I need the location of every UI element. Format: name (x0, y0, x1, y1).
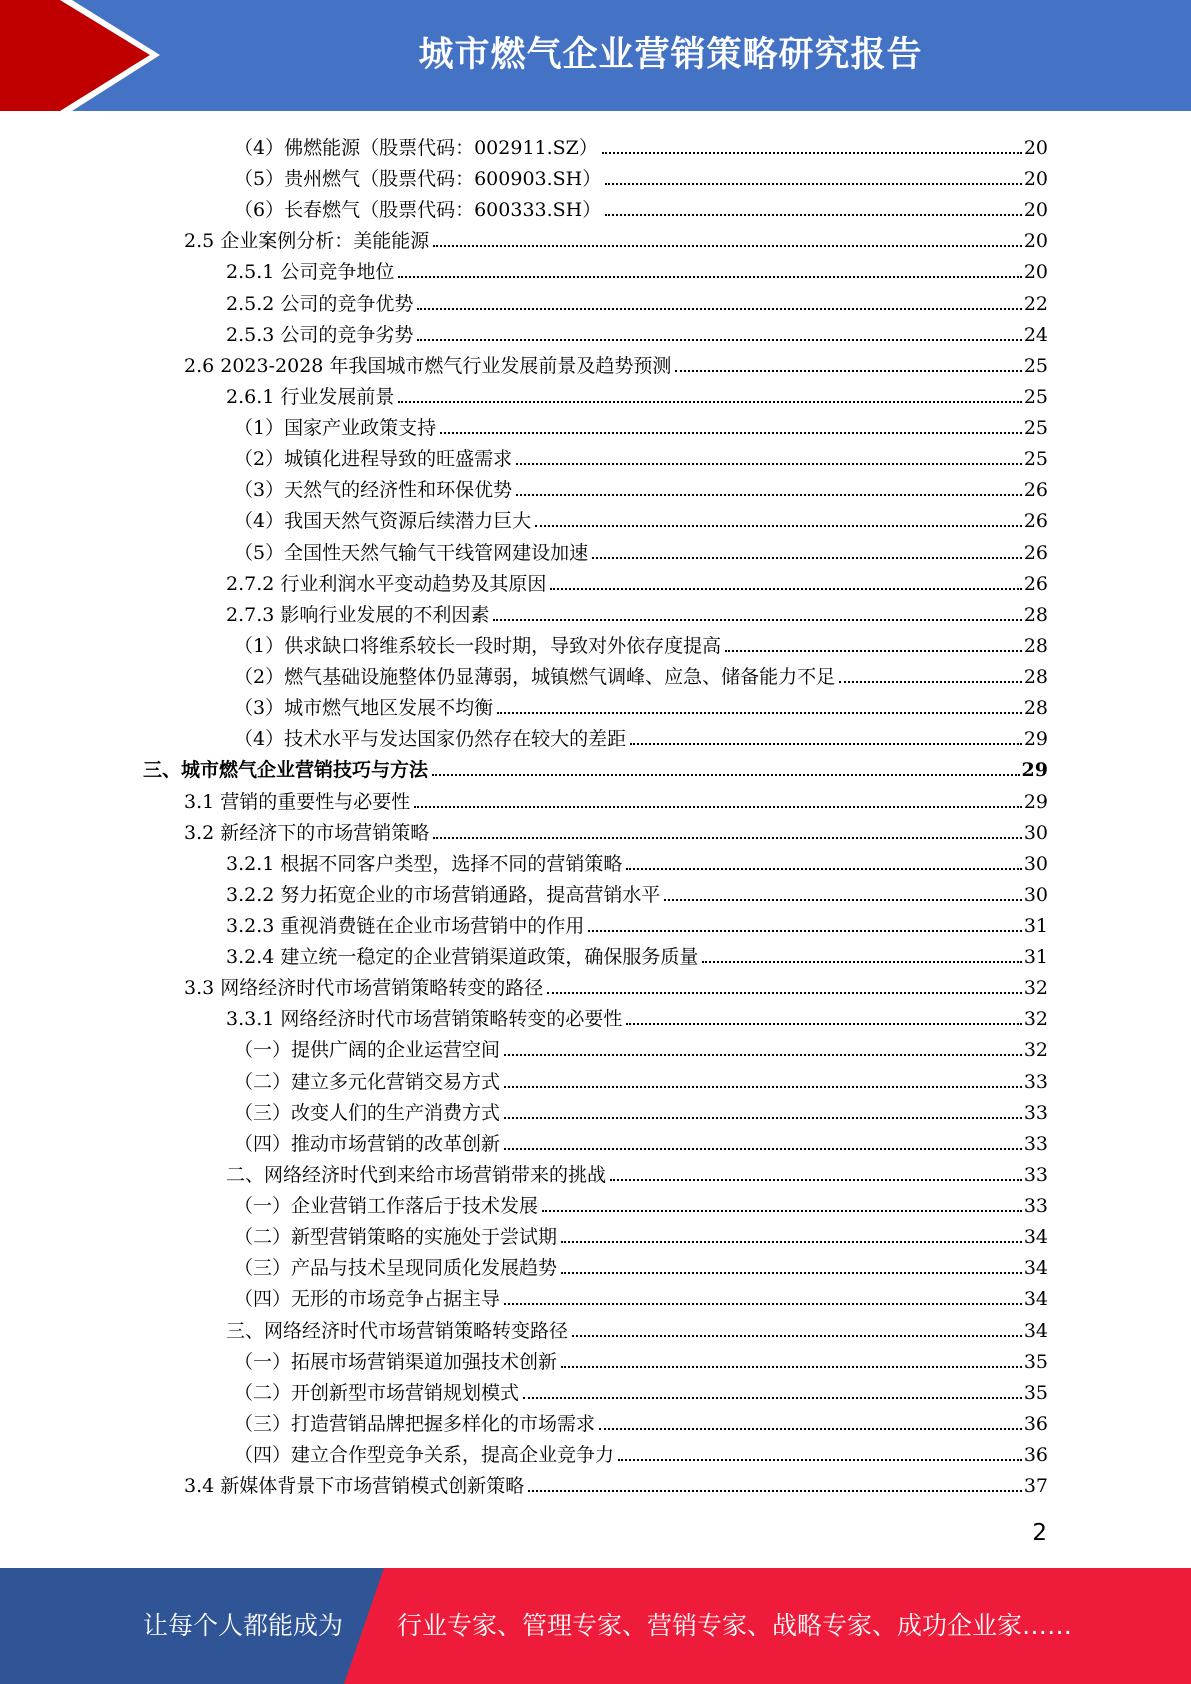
toc-entry-page: 33 (1023, 1195, 1048, 1218)
toc-entry-title: （2）燃气基础设施整体仍显薄弱，城镇燃气调峰、应急、储备能力不足 (234, 666, 836, 689)
toc-dot-leader (504, 1303, 1022, 1305)
toc-entry[interactable] (234, 657, 1048, 688)
toc-entry-title: （4）技术水平与发达国家仍然存在较大的差距 (234, 728, 627, 751)
toc-dot-leader (432, 774, 1020, 776)
toc-entry[interactable] (143, 750, 1048, 781)
toc-entry[interactable] (234, 1186, 1048, 1217)
toc-entry[interactable] (234, 1373, 1048, 1404)
toc-entry-page: 20 (1023, 168, 1048, 191)
toc-entry-title: （三）改变人们的生产消费方式 (234, 1101, 501, 1124)
toc-entry[interactable] (234, 501, 1048, 532)
toc-entry[interactable] (226, 844, 1048, 875)
toc-dot-leader (542, 1210, 1022, 1212)
toc-dot-leader (398, 401, 1021, 403)
toc-entry[interactable] (226, 1311, 1048, 1342)
toc-dot-leader (592, 557, 1022, 559)
toc-entry-title: （6）长春燃气（股票代码：600333.SH） (234, 199, 602, 222)
toc-entry-title: 2.6.1 行业发展前景 (226, 385, 395, 408)
toc-entry-title: 3.4 新媒体背景下市场营销模式创新策略 (184, 1475, 525, 1498)
toc-entry-page: 26 (1023, 572, 1048, 595)
toc-entry-page: 25 (1023, 417, 1048, 440)
toc-entry-title: （5）贵州燃气（股票代码：600903.SH） (234, 168, 602, 191)
toc-entry-title: （一）拓展市场营销渠道加强技术创新 (234, 1350, 558, 1373)
toc-entry-page: 34 (1023, 1257, 1048, 1280)
toc-entry-title: 3.3.1 网络经济时代市场营销策略转变的必要性 (226, 1008, 623, 1031)
toc-entry-title: （4）我国天然气资源后续潜力巨大 (234, 510, 532, 533)
toc-dot-leader (414, 806, 1022, 808)
toc-entry[interactable] (234, 1279, 1048, 1310)
toc-entry-page: 26 (1023, 510, 1048, 533)
toc-dot-leader (572, 1335, 1022, 1337)
toc-dot-leader (493, 619, 1021, 621)
toc-entry[interactable] (226, 564, 1048, 595)
toc-entry[interactable] (184, 782, 1048, 813)
toc-entry-page: 33 (1023, 1070, 1048, 1093)
toc-entry[interactable] (234, 408, 1048, 439)
toc-dot-leader (535, 525, 1022, 527)
toc-entry-title: 2.5.1 公司竞争地位 (226, 261, 395, 284)
toc-dot-leader (528, 1490, 1022, 1492)
toc-entry-title: （1）供求缺口将维系较长一段时期，导致对外依存度提高 (234, 634, 722, 657)
toc-dot-leader (599, 1428, 1022, 1430)
toc-entry-title: 3.2.2 努力拓宽企业的市场营销通路，提高营销水平 (226, 883, 661, 906)
toc-entry[interactable] (234, 1030, 1048, 1061)
toc-entry-page: 30 (1023, 821, 1048, 844)
header-band (0, 0, 1191, 111)
toc-entry[interactable] (226, 595, 1048, 626)
toc-dot-leader (618, 1459, 1022, 1461)
toc-entry-title: 3.2 新经济下的市场营销策略 (184, 821, 430, 844)
toc-entry-page: 30 (1023, 852, 1048, 875)
toc-entry[interactable] (234, 533, 1048, 564)
toc-entry-page: 24 (1023, 323, 1048, 346)
toc-dot-leader (516, 494, 1022, 496)
toc-entry[interactable] (234, 1404, 1048, 1435)
toc-entry[interactable] (184, 221, 1048, 252)
toc-entry-page: 29 (1023, 790, 1048, 813)
toc-entry-title: （三）打造营销品牌把握多样化的市场需求 (234, 1412, 596, 1435)
toc-entry[interactable] (226, 999, 1048, 1030)
toc-dot-leader (433, 245, 1022, 247)
toc-entry-page: 28 (1023, 666, 1048, 689)
toc-entry-page: 25 (1023, 448, 1048, 471)
toc-entry-page: 20 (1023, 261, 1048, 284)
toc-dot-leader (605, 214, 1022, 216)
toc-entry[interactable] (226, 377, 1048, 408)
page-number: 2 (1032, 1520, 1047, 1546)
toc-dot-leader (516, 463, 1022, 465)
toc-entry-page: 20 (1023, 137, 1048, 159)
toc-dot-leader (440, 432, 1022, 434)
toc-entry-title: 3.2.4 建立统一稳定的企业营销渠道政策，确保服务质量 (226, 946, 699, 969)
toc-dot-leader (504, 1054, 1022, 1056)
toc-dot-leader (725, 650, 1022, 652)
toc-entry-title: （一）企业营销工作落后于技术发展 (234, 1195, 539, 1218)
toc-entry-title: 3.2.3 重视消费链在企业市场营销中的作用 (226, 915, 585, 937)
footer-band (0, 1568, 1191, 1684)
toc-entry[interactable] (234, 1217, 1048, 1248)
toc-entry-page: 33 (1023, 1163, 1048, 1186)
toc-dot-leader (630, 743, 1022, 745)
toc-entry-page: 32 (1023, 977, 1048, 1000)
toc-entry-page: 28 (1023, 634, 1048, 657)
toc-entry-title: （二）开创新型市场营销规划模式 (234, 1381, 520, 1404)
toc-entry-page: 33 (1023, 1101, 1048, 1124)
toc-entry-title: 3.3 网络经济时代市场营销策略转变的路径 (184, 977, 544, 1000)
toc-dot-leader (839, 681, 1022, 683)
toc-entry-title: 三、网络经济时代市场营销策略转变路径 (226, 1319, 569, 1342)
toc-entry[interactable] (234, 719, 1048, 750)
toc-entry[interactable] (234, 1342, 1048, 1373)
toc-dot-leader (702, 961, 1021, 963)
toc-entry-page: 32 (1023, 1039, 1048, 1062)
toc-entry-title: 3.1 营销的重要性与必要性 (184, 790, 411, 813)
toc-entry[interactable] (234, 159, 1048, 190)
toc-entry-page: 31 (1023, 946, 1048, 969)
toc-dot-leader (588, 930, 1021, 932)
toc-entry[interactable] (184, 346, 1048, 377)
toc-dot-leader (561, 1272, 1022, 1274)
toc-entry[interactable] (184, 1466, 1048, 1497)
chevron-arrow-icon (0, 0, 160, 111)
toc-entry-page: 34 (1023, 1288, 1048, 1311)
toc-entry-title: （二）建立多元化营销交易方式 (234, 1070, 501, 1093)
toc-dot-leader (417, 308, 1021, 310)
toc-entry[interactable] (234, 1435, 1048, 1466)
toc-entry[interactable] (226, 875, 1048, 906)
toc-entry-page: 31 (1023, 915, 1048, 937)
toc-dot-leader (547, 992, 1022, 994)
toc-entry-page: 35 (1023, 1381, 1048, 1404)
toc-entry-title: 2.5.2 公司的竞争优势 (226, 292, 414, 315)
toc-dot-leader (523, 1397, 1022, 1399)
toc-entry-page: 22 (1023, 292, 1048, 315)
toc-entry-page: 26 (1023, 541, 1048, 564)
toc-entry-title: （5）全国性天然气输气干线管网建设加速 (234, 541, 589, 564)
toc-entry-page: 33 (1023, 1132, 1048, 1155)
toc-entry-title: 2.6 2023-2028 年我国城市燃气行业发展前景及趋势预测 (184, 354, 672, 377)
toc-entry[interactable] (234, 439, 1048, 470)
toc-dot-leader (504, 1148, 1022, 1150)
toc-entry[interactable] (226, 252, 1048, 283)
toc-entry-title: （1）国家产业政策支持 (234, 417, 437, 440)
toc-dot-leader (504, 1117, 1022, 1119)
toc-entry-page: 20 (1023, 230, 1048, 253)
toc-entry[interactable] (234, 128, 1048, 159)
toc-entry[interactable] (226, 906, 1048, 937)
toc-dot-leader (602, 152, 1022, 154)
toc-entry-title: 2.7.3 影响行业发展的不利因素 (226, 603, 490, 626)
toc-entry-page: 20 (1023, 199, 1048, 222)
toc-entry-title: （三）产品与技术呈现同质化发展趋势 (234, 1257, 558, 1280)
toc-entry[interactable] (234, 688, 1048, 719)
toc-entry[interactable] (234, 1248, 1048, 1279)
footer-slogan-right: 行业专家、管理专家、营销专家、战略专家、成功企业家…… (397, 1611, 1073, 1640)
toc-entry-page: 34 (1023, 1319, 1048, 1342)
toc-entry-page: 30 (1023, 883, 1048, 906)
toc-entry-title: （四）建立合作型竞争关系，提高企业竞争力 (234, 1444, 615, 1467)
toc-entry-page: 34 (1023, 1226, 1048, 1249)
toc-entry[interactable] (234, 1062, 1048, 1093)
toc-entry-title: （3）城市燃气地区发展不均衡 (234, 697, 494, 720)
toc-entry[interactable] (226, 315, 1048, 346)
toc-entry[interactable] (184, 813, 1048, 844)
document-title: 城市燃气企业营销策略研究报告 (418, 35, 923, 75)
toc-entry-page: 36 (1023, 1444, 1048, 1467)
toc-entry-title: （四）无形的市场竞争占据主导 (234, 1288, 501, 1311)
toc-entry-page: 29 (1021, 759, 1048, 782)
toc-dot-leader (433, 837, 1022, 839)
toc-entry-page: 26 (1023, 479, 1048, 502)
toc-dot-leader (550, 588, 1021, 590)
toc-dot-leader (664, 899, 1021, 901)
toc-entry-title: 2.5.3 公司的竞争劣势 (226, 323, 414, 346)
toc-dot-leader (417, 339, 1021, 341)
toc-entry-page: 29 (1023, 728, 1048, 751)
toc-entry[interactable] (226, 284, 1048, 315)
toc-dot-leader (626, 868, 1021, 870)
toc-entry-title: （二）新型营销策略的实施处于尝试期 (234, 1226, 558, 1249)
toc-entry-page: 28 (1023, 603, 1048, 626)
toc-dot-leader (561, 1366, 1022, 1368)
toc-entry-title: （4）佛燃能源（股票代码：002911.SZ） (234, 137, 598, 159)
toc-entry-title: （一）提供广阔的企业运营空间 (234, 1039, 501, 1062)
toc-dot-leader (675, 370, 1021, 372)
toc-dot-leader (398, 276, 1021, 278)
toc-dot-leader (497, 712, 1022, 714)
toc-entry[interactable] (234, 470, 1048, 501)
toc-entry[interactable] (234, 1124, 1048, 1155)
toc-entry-page: 25 (1023, 354, 1048, 377)
toc-entry-title: 2.5 企业案例分析：美能能源 (184, 230, 430, 253)
toc-entry[interactable] (226, 937, 1048, 968)
toc-entry[interactable] (226, 1155, 1048, 1186)
toc-entry-title: （四）推动市场营销的改革创新 (234, 1132, 501, 1155)
toc-entry[interactable] (234, 1093, 1048, 1124)
toc-entry-page: 36 (1023, 1412, 1048, 1435)
toc-entry-title: 三、城市燃气企业营销技巧与方法 (143, 759, 429, 782)
toc-entry-page: 35 (1023, 1350, 1048, 1373)
toc-entry[interactable] (234, 626, 1048, 657)
toc-entry-page: 32 (1023, 1008, 1048, 1031)
toc-entry[interactable] (184, 968, 1048, 999)
toc-entry[interactable] (234, 190, 1048, 221)
toc-entry-title: （3）天然气的经济性和环保优势 (234, 479, 513, 502)
toc-entry-title: 2.7.2 行业利润水平变动趋势及其原因 (226, 572, 547, 595)
toc-entry-title: （2）城镇化进程导致的旺盛需求 (234, 448, 513, 471)
footer-slogan-left: 让每个人都能成为 (143, 1611, 344, 1640)
toc-entry-page: 28 (1023, 697, 1048, 720)
toc-dot-leader (561, 1241, 1022, 1243)
toc-entry-page: 37 (1023, 1475, 1048, 1498)
toc-dot-leader (626, 1023, 1021, 1025)
toc-dot-leader (504, 1086, 1022, 1088)
toc-dot-leader (610, 1179, 1022, 1181)
toc-entry-title: 二、网络经济时代到来给市场营销带来的挑战 (226, 1163, 607, 1186)
toc-entry-page: 25 (1023, 385, 1048, 408)
toc-dot-leader (605, 183, 1022, 185)
toc-entry-title: 3.2.1 根据不同客户类型，选择不同的营销策略 (226, 852, 623, 875)
